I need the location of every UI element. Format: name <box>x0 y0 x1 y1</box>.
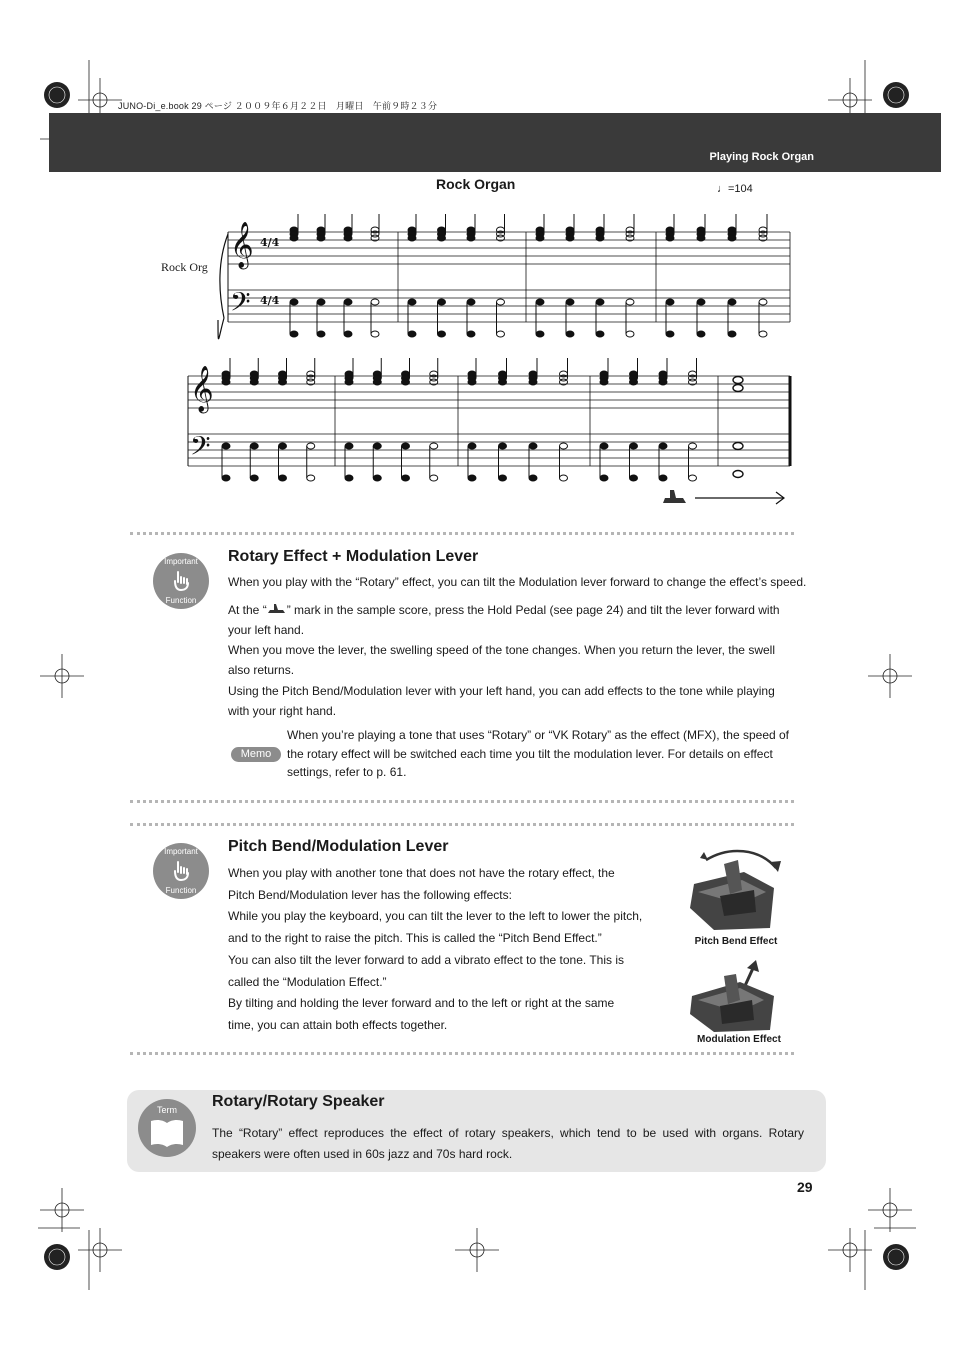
dotted-divider <box>130 800 794 803</box>
note-head <box>344 235 352 241</box>
note-head <box>659 443 667 449</box>
hold-pedal-icon <box>267 604 287 614</box>
bass-clef-icon: 𝄢 <box>230 286 251 324</box>
paragraph: When you play with another tone that does not have the rotary effect, the Pitch Bend/Modulation lever has the following effects: <box>228 866 615 902</box>
note-head <box>689 443 697 449</box>
note-head <box>317 331 325 337</box>
memo-text: When you’re playing a tone that uses “Rotary” or “VK Rotary” as the effect (MFX), the speed of the rotary effect will be switched each time you tilt the modulation lever. For details on effect settings, refer to p. 61. <box>287 728 790 779</box>
note-head <box>499 443 507 449</box>
note-head <box>659 379 667 385</box>
note-head <box>402 379 410 385</box>
tempo-marking: ♩=104 <box>717 183 753 195</box>
treble-clef-icon: 𝄞 <box>230 222 254 268</box>
note-head <box>430 475 438 481</box>
note-head <box>468 475 476 481</box>
note-head <box>626 331 634 337</box>
print-metadata: JUNO-Di_e.book 29 ページ ２００９年６月２２日 月曜日 午前９時２３分 <box>118 101 438 111</box>
note-head <box>560 475 568 481</box>
note-head <box>499 475 507 481</box>
note-head <box>430 443 438 449</box>
note-head <box>566 331 574 337</box>
arrow-icon <box>695 492 784 504</box>
dotted-divider <box>130 1052 794 1055</box>
pointing-hand-icon <box>169 859 193 883</box>
note-head <box>290 331 298 337</box>
note-head <box>689 475 697 481</box>
note-head <box>467 299 475 305</box>
term-text: The “Rotary” effect reproduces the effect of rotary speakers, which tend to be used with organs. Rotary speakers were often used in 60s jazz and 70s hard rock. <box>212 1126 804 1161</box>
note-head <box>600 443 608 449</box>
note-head <box>222 475 230 481</box>
note-head <box>728 299 736 305</box>
note-head <box>344 331 352 337</box>
note-head <box>468 379 476 385</box>
note-head <box>373 443 381 449</box>
note-head <box>697 299 705 305</box>
note-head <box>536 299 544 305</box>
note-head <box>759 331 767 337</box>
note-head <box>728 235 736 241</box>
note-head <box>373 379 381 385</box>
note-head <box>438 331 446 337</box>
paragraph: When you play with the “Rotary” effect, you can tilt the Modulation lever forward to change the effect’s speed. <box>228 575 807 589</box>
important-function-badge: Important Function <box>153 553 209 609</box>
section-title: Playing Rock Organ <box>709 151 814 163</box>
note-head <box>728 331 736 337</box>
note-head <box>529 475 537 481</box>
book-icon <box>149 1117 185 1149</box>
note-head <box>733 377 743 384</box>
note-head <box>697 235 705 241</box>
term-badge: Term <box>138 1099 196 1157</box>
note-head <box>307 443 315 449</box>
pitch-bend-lever-illustration <box>684 842 788 934</box>
note-head <box>250 475 258 481</box>
paragraph: When you move the lever, the swelling speed of the tone changes. When you return the lever, the swell also returns. <box>228 643 775 677</box>
note-head <box>402 475 410 481</box>
note-head <box>317 299 325 305</box>
note-head <box>566 235 574 241</box>
bass-clef-icon: 𝄢 <box>190 430 211 468</box>
page-number: 29 <box>797 1179 813 1195</box>
note-head <box>630 379 638 385</box>
paragraph: By tilting and holding the lever forward and to the left or right at the same time, you can attain both effects together. <box>228 996 615 1032</box>
note-head <box>659 475 667 481</box>
note-head <box>222 379 230 385</box>
note-head <box>345 379 353 385</box>
note-head <box>666 235 674 241</box>
note-head <box>467 235 475 241</box>
note-head <box>467 331 475 337</box>
note-head <box>250 443 258 449</box>
note-head <box>499 379 507 385</box>
note-head <box>279 379 287 385</box>
paragraph: Using the Pitch Bend/Modulation lever with your left hand, you can add effects to the tone while playing with your right hand. <box>228 684 775 718</box>
note-head <box>497 299 505 305</box>
paragraph: You can also tilt the lever forward to add a vibrato effect to the tone. This is called the “Modulation Effect.” <box>228 953 625 989</box>
note-head <box>371 299 379 305</box>
note-head <box>600 475 608 481</box>
note-head <box>529 379 537 385</box>
pitch-bend-caption: Pitch Bend Effect <box>694 936 778 947</box>
note-head <box>666 299 674 305</box>
note-head <box>630 475 638 481</box>
note-head <box>596 299 604 305</box>
note-head <box>630 443 638 449</box>
note-head <box>438 235 446 241</box>
note-head <box>560 443 568 449</box>
note-head <box>317 235 325 241</box>
dotted-divider <box>130 823 794 826</box>
time-signature: 4/4 <box>260 236 280 249</box>
note-head <box>344 299 352 305</box>
note-head <box>600 379 608 385</box>
note-head <box>497 331 505 337</box>
note-head <box>345 475 353 481</box>
note-head <box>290 299 298 305</box>
note-head <box>307 475 315 481</box>
paragraph: While you play the keyboard, you can tilt the lever to the left to lower the pitch, and to the right to raise the pitch. This is called the “Pitch Bend Effect.” <box>228 909 643 945</box>
note-head <box>438 299 446 305</box>
term-heading: Rotary/Rotary Speaker <box>212 1093 385 1110</box>
note-head <box>279 475 287 481</box>
important-function-badge: Important Function <box>153 843 209 899</box>
note-head <box>596 331 604 337</box>
treble-clef-icon: 𝄞 <box>190 366 214 412</box>
memo-badge: Memo <box>231 747 281 762</box>
note-head <box>566 299 574 305</box>
hold-pedal-icon <box>663 490 686 503</box>
pointing-hand-icon <box>169 569 193 593</box>
dotted-divider <box>130 532 794 535</box>
note-head <box>279 443 287 449</box>
note-head <box>408 235 416 241</box>
note-head <box>373 475 381 481</box>
note-head <box>596 235 604 241</box>
note-head <box>468 443 476 449</box>
note-head <box>733 443 743 450</box>
instrument-label: Rock Org <box>161 260 208 274</box>
note-head <box>733 471 743 478</box>
header-bar <box>49 113 941 172</box>
note-head <box>250 379 258 385</box>
note-head <box>290 235 298 241</box>
note-head <box>536 235 544 241</box>
note-head <box>759 299 767 305</box>
note-head <box>626 299 634 305</box>
note-head <box>697 331 705 337</box>
note-head <box>371 331 379 337</box>
note-head <box>345 443 353 449</box>
note-head <box>408 299 416 305</box>
paragraph: At the “ ” mark in the sample score, press the Hold Pedal (see page 24) and tilt the lever forward with your left hand. <box>228 603 780 637</box>
note-head <box>733 385 743 392</box>
score-title: Rock Organ <box>436 176 516 192</box>
modulation-caption: Modulation Effect <box>697 1034 781 1045</box>
note-head <box>529 443 537 449</box>
note-head <box>666 331 674 337</box>
modulation-lever-illustration <box>684 958 788 1034</box>
note-head <box>402 443 410 449</box>
note-head <box>222 443 230 449</box>
music-score <box>150 200 810 520</box>
section-heading: Pitch Bend/Modulation Lever <box>228 838 449 855</box>
note-head <box>536 331 544 337</box>
note-head <box>408 331 416 337</box>
time-signature: 4/4 <box>260 294 280 307</box>
section-heading: Rotary Effect + Modulation Lever <box>228 548 479 565</box>
